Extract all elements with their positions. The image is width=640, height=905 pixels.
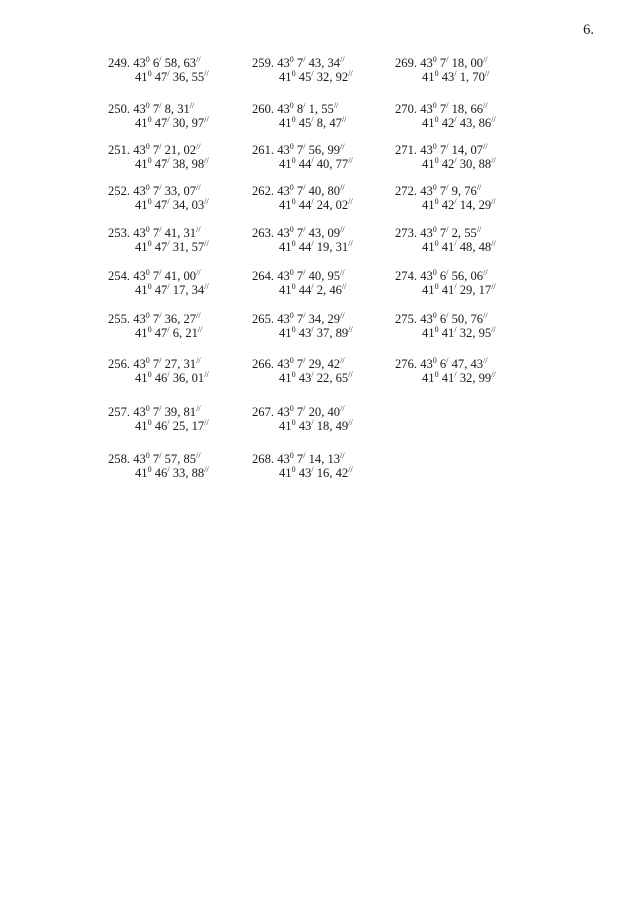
point-longitude: $41^0$ 43/ 37, 89// [279,325,353,340]
point-longitude: $41^0$ 42/ 43, 86// [422,115,496,130]
coordinate-entry [108,184,209,212]
point-longitude: $41^0$ 47/ 31, 57// [135,239,209,254]
point-number: 257. [108,405,134,419]
point-number: 252. [108,184,134,198]
point-longitude: $41^0$ 44/ 40, 77// [279,156,353,171]
point-latitude: 276. $43^0$ 6/ 47, 43// [395,356,488,371]
coordinate-entry [252,226,353,254]
point-latitude: 272. $43^0$ 7/ 9, 76// [395,183,482,198]
coordinate-entry [108,143,209,171]
point-longitude: $41^0$ 47/ 6, 21// [135,325,203,340]
point-latitude: 262. $43^0$ 7/ 40, 80// [252,183,345,198]
coordinate-entry [108,452,209,480]
point-number: 264. [252,269,278,283]
point-number: 261. [252,143,278,157]
coordinate-entry [252,405,353,433]
coordinate-entry [108,56,209,84]
point-number: 251. [108,143,134,157]
point-latitude: 268. $43^0$ 7/ 14, 13// [252,451,345,466]
point-latitude: 266. $43^0$ 7/ 29, 42// [252,356,345,371]
point-latitude: 254. $43^0$ 7/ 41, 00// [108,268,201,283]
point-latitude: 275. $43^0$ 6/ 50, 76// [395,311,488,326]
point-latitude: 249. $43^0$ 6/ 58, 63// [108,55,201,70]
coordinate-entry [252,357,353,385]
point-longitude: $41^0$ 43/ 22, 65// [279,370,353,385]
point-latitude: 250. $43^0$ 7/ 8, 31// [108,101,195,116]
point-number: 275. [395,312,421,326]
point-longitude: $41^0$ 44/ 24, 02// [279,197,353,212]
point-number: 269. [395,56,421,70]
point-number: 273. [395,226,421,240]
point-number: 267. [252,405,278,419]
coordinate-entry [252,452,353,480]
point-latitude: 265. $43^0$ 7/ 34, 29// [252,311,345,326]
point-latitude: 264. $43^0$ 7/ 40, 95// [252,268,345,283]
point-longitude: $41^0$ 41/ 32, 95// [422,325,496,340]
point-longitude: $41^0$ 42/ 30, 88// [422,156,496,171]
coordinate-entry [252,102,346,130]
point-latitude: 269. $43^0$ 7/ 18, 00// [395,55,488,70]
point-longitude: $41^0$ 44/ 2, 46// [279,282,347,297]
point-longitude: $41^0$ 47/ 30, 97// [135,115,209,130]
point-longitude: $41^0$ 45/ 32, 92// [279,69,353,84]
point-number: 263. [252,226,278,240]
coordinate-entry [395,184,496,212]
point-longitude: $41^0$ 41/ 48, 48// [422,239,496,254]
point-longitude: $41^0$ 44/ 19, 31// [279,239,353,254]
point-latitude: 274. $43^0$ 6/ 56, 06// [395,268,488,283]
point-number: 250. [108,102,134,116]
point-latitude: 258. $43^0$ 7/ 57, 85// [108,451,201,466]
coordinate-entry [108,312,202,340]
point-latitude: 273. $43^0$ 7/ 2, 55// [395,225,482,240]
point-longitude: $41^0$ 43/ 16, 42// [279,465,353,480]
point-number: 270. [395,102,421,116]
point-longitude: $41^0$ 43/ 1, 70// [422,69,490,84]
point-latitude: 256. $43^0$ 7/ 27, 31// [108,356,201,371]
coordinate-entry [395,56,489,84]
coordinate-entry [395,312,496,340]
coordinate-entry [252,269,346,297]
coordinate-entry [395,143,496,171]
point-number: 254. [108,269,134,283]
point-number: 265. [252,312,278,326]
point-latitude: 259. $43^0$ 7/ 43, 34// [252,55,345,70]
point-latitude: 260. $43^0$ 8/ 1, 55// [252,101,339,116]
coordinate-entry [252,312,353,340]
point-latitude: 263. $43^0$ 7/ 43, 09// [252,225,345,240]
point-longitude: $41^0$ 46/ 25, 17// [135,418,209,433]
coordinate-entry [252,184,353,212]
point-number: 258. [108,452,134,466]
point-longitude: $41^0$ 41/ 29, 17// [422,282,496,297]
point-number: 276. [395,357,421,371]
coordinate-entry [108,102,209,130]
coordinate-entry [395,357,496,385]
point-latitude: 270. $43^0$ 7/ 18, 66// [395,101,488,116]
point-number: 274. [395,269,421,283]
point-number: 266. [252,357,278,371]
coordinate-entry [395,226,496,254]
page-number: 6. [583,22,594,38]
point-number: 249. [108,56,134,70]
point-longitude: $41^0$ 45/ 8, 47// [279,115,347,130]
coordinate-entry [108,357,209,385]
coordinate-entry [395,102,496,130]
point-latitude: 271. $43^0$ 7/ 14, 07// [395,142,488,157]
point-longitude: $41^0$ 47/ 36, 55// [135,69,209,84]
point-latitude: 267. $43^0$ 7/ 20, 40// [252,404,345,419]
coordinate-entry [252,56,353,84]
point-number: 253. [108,226,134,240]
point-latitude: 261. $43^0$ 7/ 56, 99// [252,142,345,157]
point-longitude: $41^0$ 42/ 14, 29// [422,197,496,212]
point-latitude: 251. $43^0$ 7/ 21, 02// [108,142,201,157]
coordinate-entry [252,143,353,171]
point-number: 272. [395,184,421,198]
point-number: 271. [395,143,421,157]
point-longitude: $41^0$ 47/ 17, 34// [135,282,209,297]
point-longitude: $41^0$ 46/ 36, 01// [135,370,209,385]
point-number: 262. [252,184,278,198]
point-number: 259. [252,56,278,70]
point-number: 255. [108,312,134,326]
point-number: 260. [252,102,278,116]
point-latitude: 257. $43^0$ 7/ 39, 81// [108,404,201,419]
coordinate-entry [108,405,209,433]
point-longitude: $41^0$ 46/ 33, 88// [135,465,209,480]
point-longitude: $41^0$ 47/ 38, 98// [135,156,209,171]
point-latitude: 252. $43^0$ 7/ 33, 07// [108,183,201,198]
point-latitude: 253. $43^0$ 7/ 41, 31// [108,225,201,240]
point-number: 268. [252,452,278,466]
point-latitude: 255. $43^0$ 7/ 36, 27// [108,311,201,326]
point-longitude: $41^0$ 43/ 18, 49// [279,418,353,433]
point-longitude: $41^0$ 41/ 32, 99// [422,370,496,385]
coordinate-entry [108,226,209,254]
coordinate-entry [108,269,209,297]
point-longitude: $41^0$ 47/ 34, 03// [135,197,209,212]
point-number: 256. [108,357,134,371]
coordinate-entry [395,269,496,297]
